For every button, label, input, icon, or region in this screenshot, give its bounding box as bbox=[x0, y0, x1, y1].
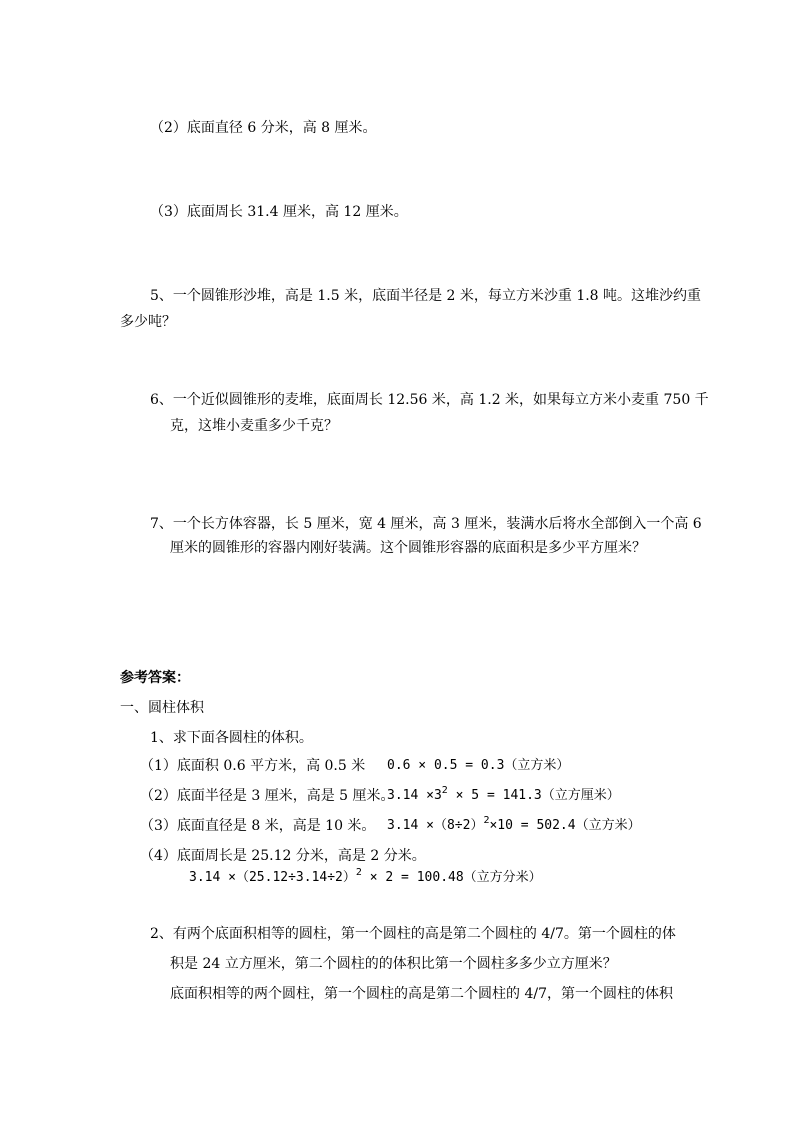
problem-4-2: （2）底面直径 6 分米，高 8 厘米。 bbox=[150, 120, 377, 136]
answer-4-label: （4）底面周长是 25.12 分米，高是 2 分米。 bbox=[140, 848, 426, 864]
answer-4-exponent: 2 bbox=[355, 867, 362, 878]
answers-section-title: 一、圆柱体积 bbox=[120, 700, 204, 716]
problem-6-line-1: 6、一个近似圆锥形的麦堆，底面周长 12.56 米，高 1.2 米，如果每立方米小麦重 750 千 bbox=[150, 392, 709, 408]
answer-2-formula bbox=[387, 786, 620, 807]
problem-5-line-1: 5、一个圆锥形沙堆，高是 1.5 米，底面半径是 2 米，每立方米沙重 1.8 吨。这堆沙约重 bbox=[150, 288, 702, 304]
answer-3-formula-rest: ×10 = 502.4（立方米） bbox=[489, 818, 641, 833]
answer-2-exponent: 2 bbox=[441, 785, 448, 796]
answer-1-formula: 0.6 × 0.5 = 0.3（立方米） bbox=[387, 758, 570, 773]
answer-question-2-line-3: 底面积相等的两个圆柱，第一个圆柱的高是第二个圆柱的 4/7，第一个圆柱的体积 bbox=[170, 986, 673, 1002]
answers-heading: 参考答案： bbox=[120, 670, 190, 686]
answer-2-label: （2）底面半径是 3 厘米，高是 5 厘米。 bbox=[140, 788, 395, 804]
problem-7-line-1: 7、一个长方体容器，长 5 厘米，宽 4 厘米，高 3 厘米，装满水后将水全部倒入一个高 6 bbox=[150, 516, 702, 532]
answer-3-exponent: 2 bbox=[483, 815, 490, 826]
problem-6-line-2: 克，这堆小麦重多少千克？ bbox=[170, 418, 338, 434]
problem-5-line-2: 多少吨？ bbox=[120, 314, 176, 330]
answer-2-formula-rest: × 5 = 141.3（立方厘米） bbox=[447, 788, 620, 803]
answer-question-1: 1、求下面各圆柱的体积。 bbox=[150, 730, 313, 746]
answer-3-formula bbox=[387, 816, 641, 837]
answer-3-formula-base: 3.14 ×（8÷2） bbox=[387, 818, 484, 833]
answer-3-label: （3）底面直径是 8 米，高是 10 米。 bbox=[140, 818, 376, 834]
answer-question-2-line-1: 2、有两个底面积相等的圆柱，第一个圆柱的高是第二个圆柱的 4/7。第一个圆柱的体 bbox=[150, 926, 676, 942]
problem-7-line-2: 厘米的圆锥形的容器内刚好装满。这个圆锥形容器的底面积是多少平方厘米？ bbox=[170, 540, 646, 556]
answer-4-formula bbox=[189, 868, 542, 889]
answer-2-formula-base: 3.14 ×3 bbox=[387, 788, 442, 803]
answer-4-formula-base: 3.14 ×（25.12÷3.14÷2） bbox=[189, 870, 356, 885]
answer-4-formula-rest: × 2 = 100.48（立方分米） bbox=[361, 870, 542, 885]
answer-1-label: （1）底面积 0.6 平方米，高 0.5 米 bbox=[140, 758, 366, 774]
answer-question-2-line-2: 积是 24 立方厘米，第二个圆柱的的体积比第一个圆柱多多少立方厘米？ bbox=[170, 956, 617, 972]
problem-4-3: （3）底面周长 31.4 厘米，高 12 厘米。 bbox=[150, 204, 408, 220]
